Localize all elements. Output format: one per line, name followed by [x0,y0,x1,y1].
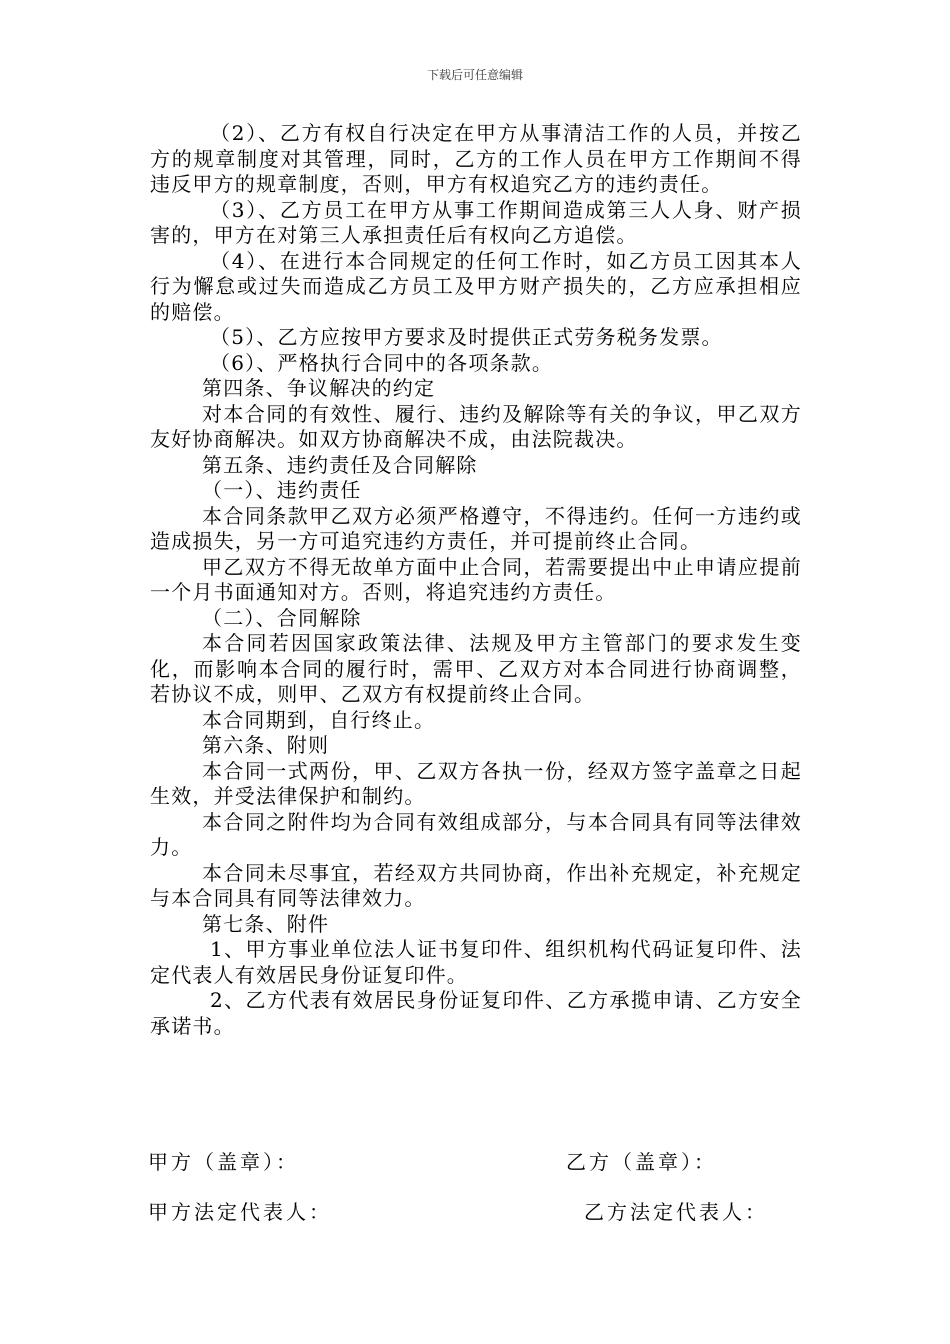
subsection-heading: （二）、合同解除 [202,605,362,630]
clause-paragraph: 1、甲方事业单位法人证书复印件、组织机构代码证复印件、法定代表人有效居民身份证复印件。 [150,937,802,987]
clause-paragraph: （5）、乙方应按甲方要求及时提供正式劳务税务发票。 [210,325,723,349]
clause-paragraph: 本合同期到，自行终止。 [202,707,436,732]
section-heading: 第五条、违约责任及合同解除 [202,452,478,477]
section-heading: 第四条、争议解决的约定 [202,376,436,400]
clause-paragraph: （4）、在进行本合同规定的任何工作时，如乙方员工因其本人行为懈怠或过失而造成乙方员工及甲方财产损失的，乙方应承担相应的赔偿。 [150,248,802,324]
clause-paragraph: （2）、乙方有权自行决定在甲方从事清洁工作的人员，并按乙方的规章制度对其管理，同时，乙方的工作人员在甲方工作期间不得违反甲方的规章制度，否则，甲方有权追究乙方的违约责任。 [150,121,802,196]
party-a-representative-label: 甲方法定代表人： [148,1200,332,1224]
page-header: 下载后可任意编辑 [426,68,523,82]
clause-paragraph: 2、乙方代表有效居民身份证复印件、乙方承揽申请、乙方安全承诺书。 [150,988,802,1038]
party-b-representative-label: 乙方法定代表人： [584,1200,768,1224]
contract-body [150,121,802,1039]
subsection-heading: （一）、违约责任 [202,478,362,502]
party-b-seal-label: 乙方（盖章）： [566,1150,717,1174]
party-a-seal-label: 甲方（盖章）： [148,1150,299,1174]
clause-paragraph: 本合同之附件均为合同有效组成部分，与本合同具有同等法律效力。 [150,809,802,859]
clause-paragraph: 本合同条款甲乙双方必须严格遵守，不得违约。任何一方违约或造成损失，另一方可追究违约方责任，并可提前终止合同。 [150,503,802,553]
clause-paragraph: 本合同未尽事宜，若经双方共同协商，作出补充规定，补充规定与本合同具有同等法律效力。 [150,860,802,910]
clause-paragraph: （6）、严格执行合同中的各项条款。 [210,350,554,375]
clause-paragraph: 本合同一式两份，甲、乙双方各执一份，经双方签字盖章之日起生效，并受法律保护和制约。 [150,758,802,808]
section-heading: 第六条、附则 [202,733,330,757]
clause-paragraph: 甲乙双方不得无故单方面中止合同，若需要提出中止申请应提前一个月书面通知对方。否则，将追究违约方责任。 [150,554,802,604]
clause-paragraph: 对本合同的有效性、履行、违约及解除等有关的争议，甲乙双方友好协商解决。如双方协商解决不成，由法院裁决。 [150,401,802,451]
clause-paragraph: 本合同若因国家政策法律、法规及甲方主管部门的要求发生变化，而影响本合同的履行时，需甲、乙双方对本合同进行协商调整，若协议不成，则甲、乙双方有权提前终止合同。 [150,631,802,706]
section-heading: 第七条、附件 [202,911,330,936]
clause-paragraph: （3）、乙方员工在甲方从事工作期间造成第三人人身、财产损害的，甲方在对第三人承担责任后有权向乙方追偿。 [150,197,802,247]
